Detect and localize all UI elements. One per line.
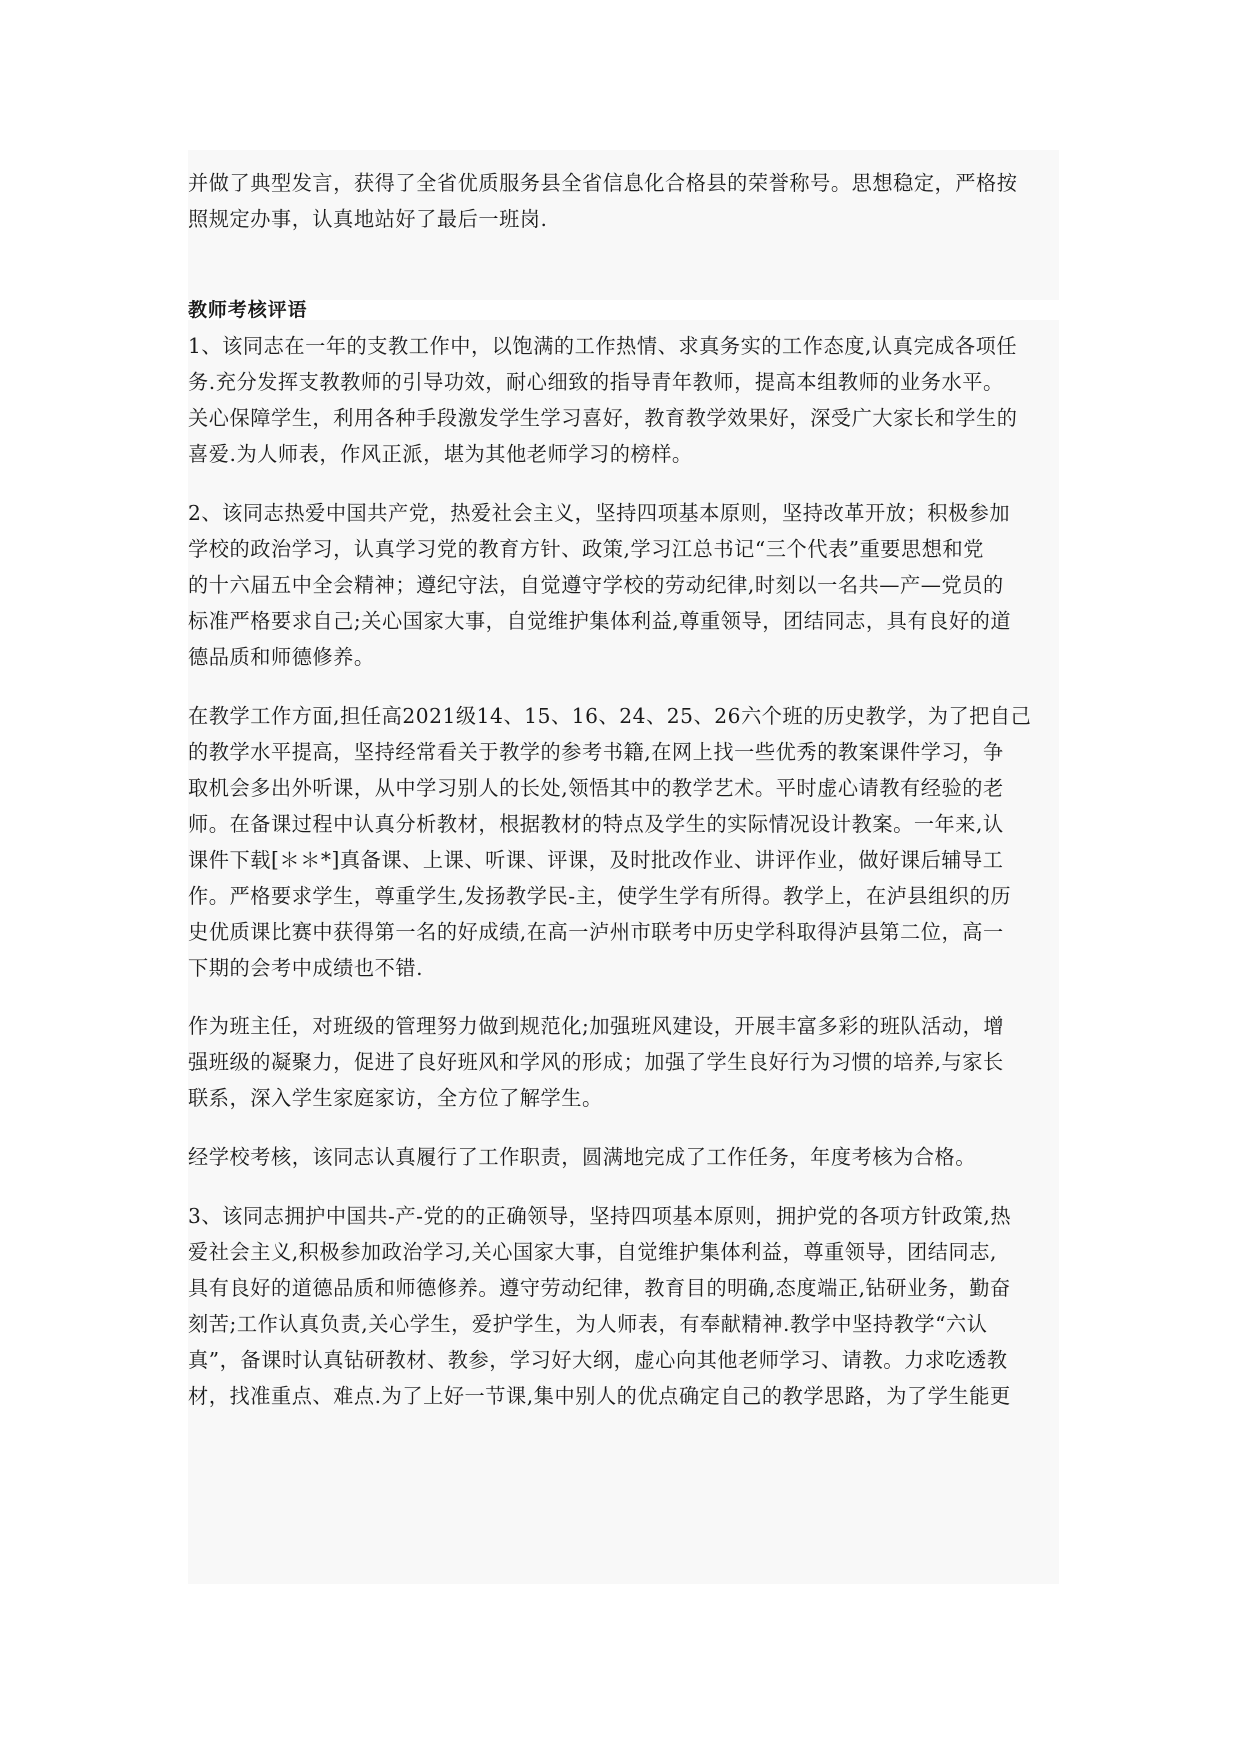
section-title: 教师考核评语 [188,299,308,321]
main-block [188,299,1059,1584]
text-line: 刻苦;工作认真负责,关心学生，爱护学生，为人师表，有奉献精神.教学中坚持教学“六认 [188,1312,988,1336]
intro-block [188,150,1059,300]
text-line: 德品质和师德修养。 [188,645,375,669]
text-line: 取机会多出外听课，从中学习别人的长处,领悟其中的教学艺术。平时虚心请教有经验的老 [188,776,1004,800]
text-line: 课件下载[＊＊*]真备课、上课、听课、评课，及时批改作业、讲评作业，做好课后辅导工 [188,848,1004,872]
text-line: 师。在备课过程中认真分析教材，根据教材的特点及学生的实际情况设计教案。一年来,认 [188,812,1004,836]
text-line: 学校的政治学习，认真学习党的教育方针、政策,学习江总书记“三个代表”重要思想和党 [188,537,984,561]
text-line: 材，找准重点、难点.为了上好一节课,集中别人的优点确定自己的教学思路，为了学生能更 [188,1384,1011,1408]
text-line: 史优质课比赛中获得第一名的好成绩,在高一泸州市联考中历史学科取得泸县第二位，高一 [188,920,1004,944]
text-line: 具有良好的道德品质和师德修养。遵守劳动纪律，教育目的明确,态度端正,钻研业务，勤奋 [188,1276,1011,1300]
text-line: 的教学水平提高，坚持经常看关于教学的参考书籍,在网上找一些优秀的教案课件学习，争 [188,740,1004,764]
text-line: 3、该同志拥护中国共-产-党的的正确领导，坚持四项基本原则，拥护党的各项方针政策,热 [188,1204,1012,1228]
text-line: 真”，备课时认真钻研教材、教参，学习好大纲，虚心向其他老师学习、请教。力求吃透教 [188,1348,1008,1372]
text-line: 1、该同志在一年的支教工作中，以饱满的工作热情、求真务实的工作态度,认真完成各项任 [188,334,1018,358]
text-line: 作。严格要求学生，尊重学生,发扬教学民-主，使学生学有所得。教学上，在泸县组织的历 [188,884,1012,908]
text-line: 喜爱.为人师表，作风正派，堪为其他老师学习的榜样。 [188,442,693,466]
text-line: 经学校考核，该同志认真履行了工作职责，圆满地完成了工作任务，年度考核为合格。 [188,1145,977,1169]
text-line: 的十六届五中全会精神；遵纪守法，自觉遵守学校的劳动纪律,时刻以一名共—产—党员的 [188,573,1004,597]
text-line: 下期的会考中成绩也不错. [188,956,424,980]
text-line: 爱社会主义,积极参加政治学习,关心国家大事，自觉维护集体利益，尊重领导，团结同志, [188,1240,997,1264]
text-line: 务.充分发挥支教教师的引导功效，耐心细致的指导青年教师，提高本组教师的业务水平。 [188,370,1004,394]
text-line: 关心保障学生，利用各种手段激发学生学习喜好，教育教学效果好，深受广大家长和学生的 [188,406,1018,430]
text-line: 照规定办事，认真地站好了最后一班岗. [188,207,548,231]
text-line: 作为班主任，对班级的管理努力做到规范化;加强班风建设，开展丰富多彩的班队活动，增 [188,1014,1005,1038]
text-line: 在教学工作方面,担任高2021级14、15、16、24、25、26六个班的历史教学，为了把自己 [188,704,1032,728]
text-line: 并做了典型发言，获得了全省优质服务县全省信息化合格县的荣誉称号。思想稳定，严格按 [188,171,1018,195]
text-line: 标准严格要求自己;关心国家大事，自觉维护集体利益,尊重领导，团结同志，具有良好的道 [188,609,1012,633]
text-line: 联系，深入学生家庭家访，全方位了解学生。 [188,1086,603,1110]
text-line: 2、该同志热爱中国共产党，热爱社会主义，坚持四项基本原则，坚持改革开放；积极参加 [188,501,1011,525]
text-line: 强班级的凝聚力，促进了良好班风和学风的形成；加强了学生良好行为习惯的培养,与家长 [188,1050,1004,1074]
